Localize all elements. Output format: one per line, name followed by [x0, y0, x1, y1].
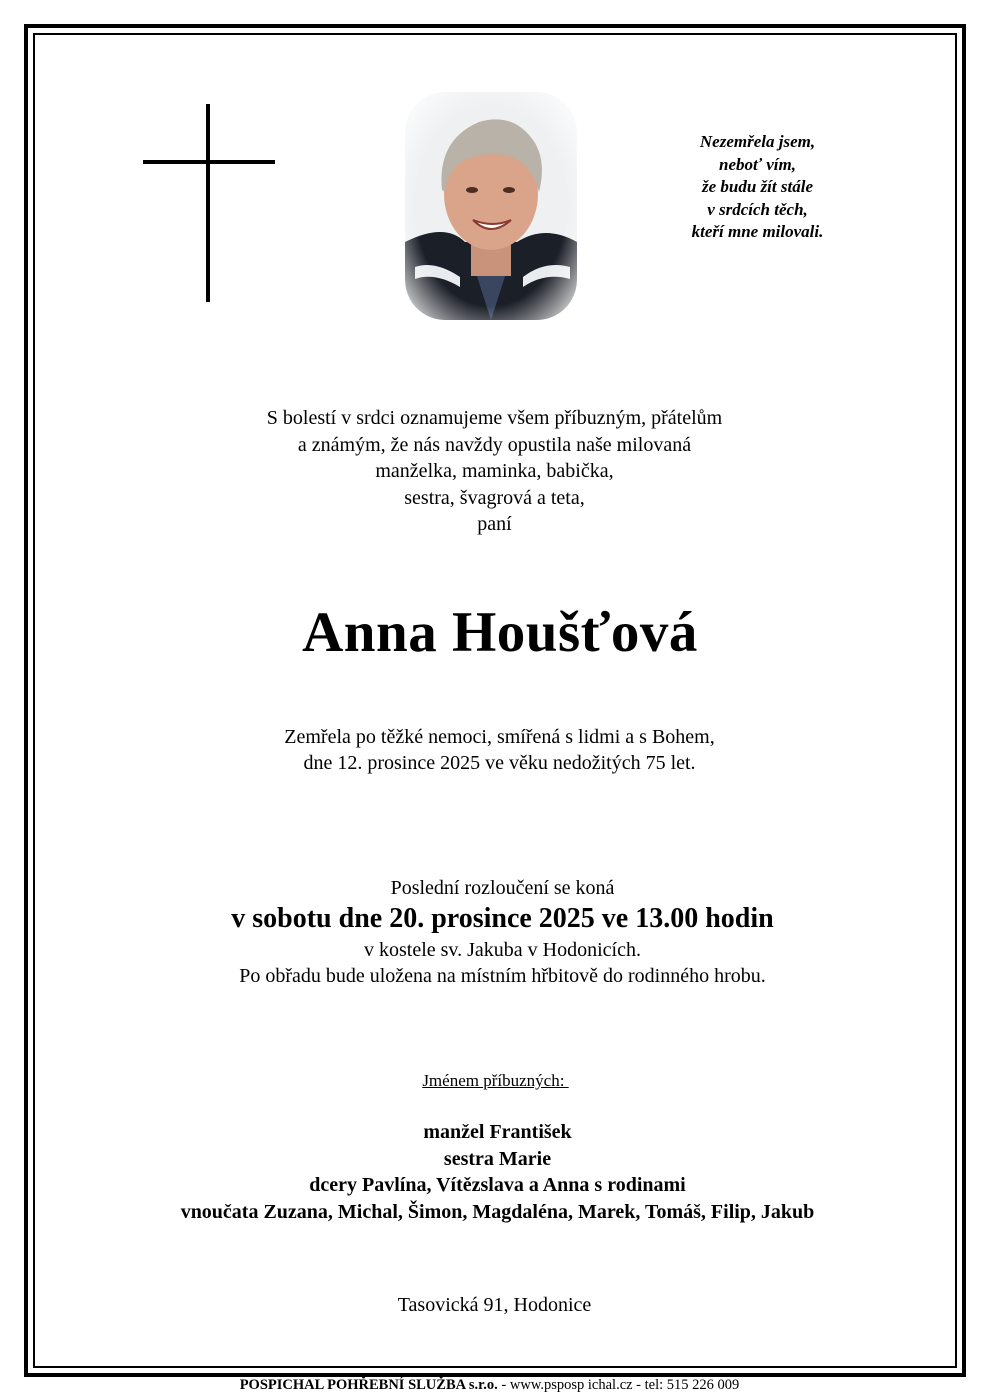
motto-line: Nezemřela jsem,	[699, 132, 816, 151]
death-info	[0, 724, 989, 776]
footer-company: POSPICHAL POHŘEBNÍ SLUŽBA s.r.o.	[239, 1377, 498, 1393]
cross-icon	[143, 104, 275, 302]
death-info-line: dne 12. prosince 2025 ve věku nedožitých 75 let.	[303, 752, 696, 774]
deceased-name: Anna Houšťová	[302, 601, 698, 664]
relatives-heading	[0, 1070, 989, 1092]
motto-line: kteří mne milovali.	[691, 222, 824, 241]
farewell-datetime: v sobotu dne 20. prosince 2025 ve 13.00 hodin	[231, 903, 774, 934]
relative-line: sestra Marie	[443, 1147, 552, 1170]
relative-line: dcery Pavlína, Vítězslava a Anna s rodinami	[309, 1174, 686, 1197]
footer-contact: - www.psposp ichal.cz - tel: 515 226 009	[497, 1377, 740, 1393]
motto-line: v srdcích těch,	[707, 199, 808, 219]
death-info-line: Zemřela po těžké nemoci, smířená s lidmi a s Bohem,	[284, 726, 715, 748]
announcement-text	[0, 405, 989, 538]
motto-quote	[655, 131, 860, 244]
announcement-line: a známým, že nás navždy opustila naše milovaná	[297, 433, 692, 456]
burial-info: Po obřadu bude uložena na místním hřbitově do rodinného hrobu.	[239, 965, 766, 987]
portrait-photo	[405, 92, 577, 320]
announcement-line: paní	[477, 513, 512, 535]
relatives-list	[0, 1119, 989, 1226]
announcement-line: manželka, maminka, babička,	[375, 460, 614, 482]
farewell-info	[0, 875, 989, 989]
farewell-place: v kostele sv. Jakuba v Hodonicích.	[364, 939, 641, 961]
relative-line: manžel František	[423, 1121, 572, 1143]
relative-line: vnoučata Zuzana, Michal, Šimon, Magdaléna, Marek, Tomáš, Filip, Jakub	[180, 1201, 815, 1224]
farewell-intro: Poslední rozloučení se koná	[390, 877, 615, 899]
relatives-heading-text: Jménem příbuzných:	[422, 1071, 569, 1090]
motto-line: že budu žít stále	[702, 177, 813, 196]
footer	[0, 1375, 979, 1395]
announcement-line: sestra, švagrová a teta,	[404, 486, 585, 509]
motto-line: neboť vím,	[718, 154, 797, 174]
announcement-line: S bolestí v srdci oznamujeme všem příbuzným, přátelům	[266, 407, 723, 429]
address: Tasovická 91, Hodonice	[397, 1294, 592, 1316]
